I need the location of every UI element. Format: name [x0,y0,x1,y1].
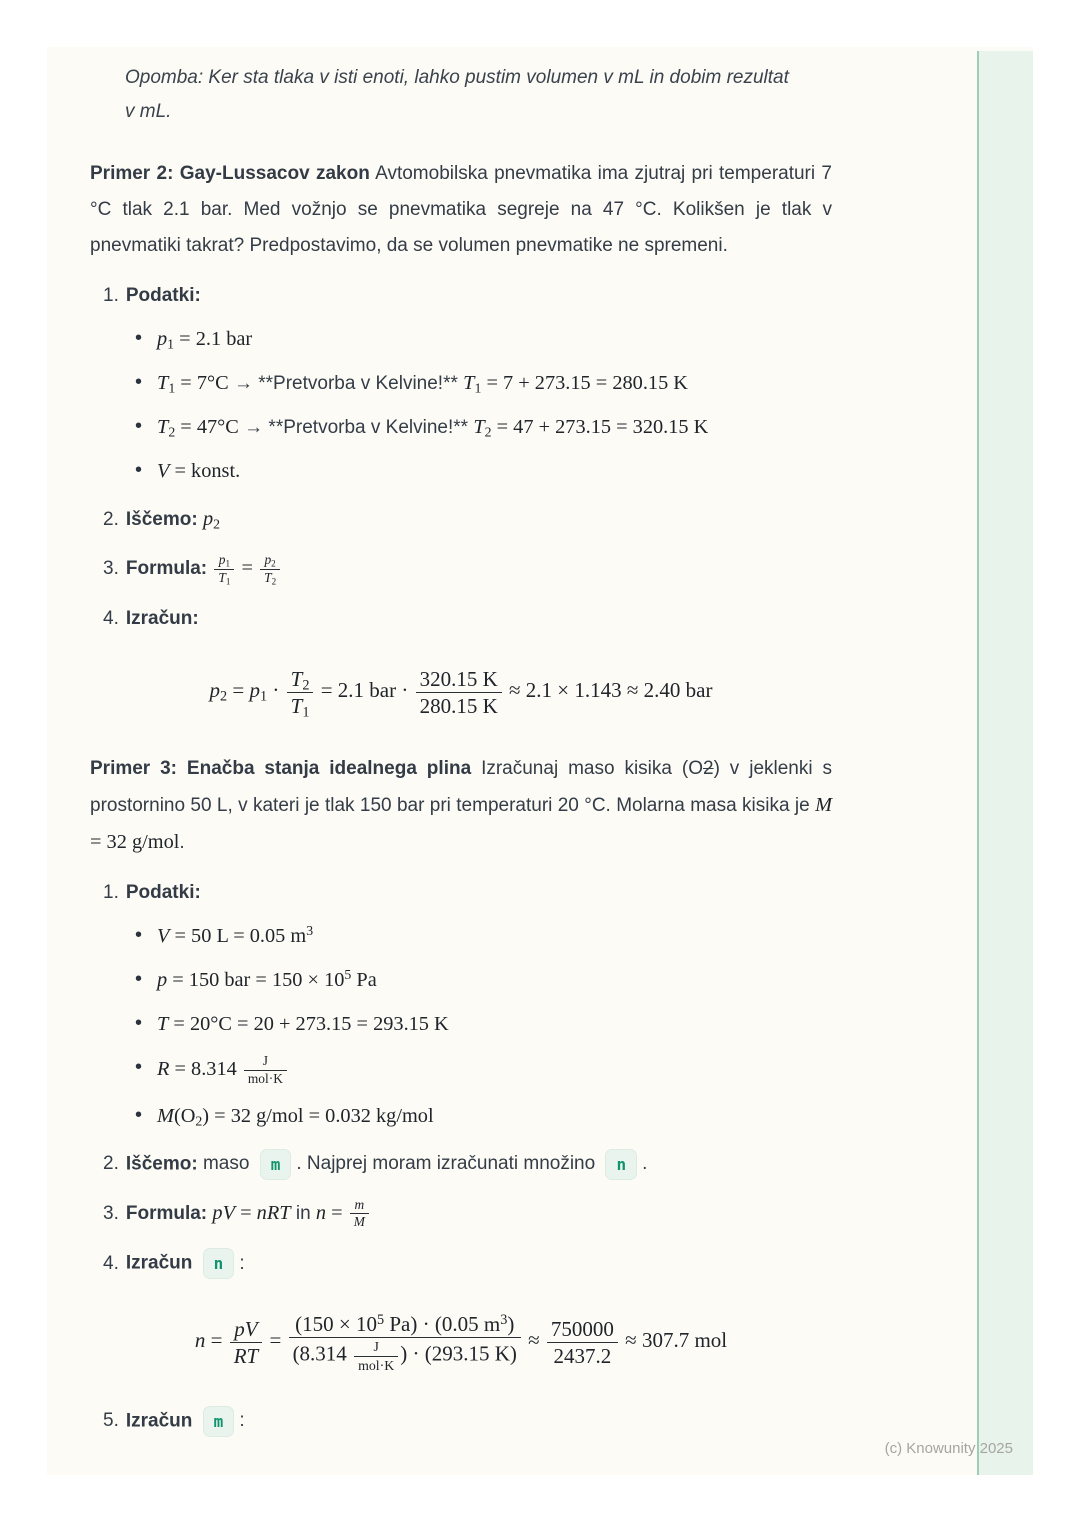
step-izracun-m [90,1406,832,1437]
list-item: • V = 50 L = 0.05 $m^3$ [135,921,832,952]
step-label: Iščemo: [125,1153,198,1175]
step-number: 4. [103,607,119,629]
step-text: maso m . Najprej moram izračunati množino n . [198,1153,648,1174]
primer2-steps [90,281,832,634]
step-text: $p_2$ [202,508,221,532]
step-label: Izračun: [125,607,199,629]
step-label: Podatki: [125,882,201,904]
step-izracun-n [90,1248,832,1279]
page-content [90,47,832,1437]
podatki-list [90,324,832,487]
step-label: Formula: [125,557,208,579]
list-item: • p = 150 bar = $150 \times 10^5$ Pa [135,965,832,996]
step-label: Podatki: [125,285,201,306]
step-text: $\frac{p_1}{T_1}$ = $\frac{p_2}{T_2}$ [207,558,282,579]
list-item: • $p_1 = 2.1$ bar [135,324,832,355]
step-text: n : [192,1253,244,1274]
note-paragraph: Opomba: Ker sta tlaka v isti enoti, lahko pustim volumen v mL in dobim rezultat v mL. [125,67,789,122]
inline-code-chip: m [260,1149,292,1180]
step-label: Izračun [125,1410,193,1432]
inline-code-chip: m [203,1406,235,1437]
step-label: Iščemo: [125,509,198,530]
step-number: 1. [103,285,119,306]
primer3-equation: n = $\frac{pV}{RT}$ = ($150 \times 10^5$ Pa) · (0.05 $m^3$) (8.314 $\frac{J}{\text{mol·K}}$ ) · (293.15 K) ≈ $\frac{750000}{2437.2}$ ≈ 307.7 mol [194,1311,728,1373]
step-text: pV = nRT in n = $\frac{m}{M}$ [207,1203,371,1224]
step-text: m : [192,1410,244,1431]
step-number: 2. [103,1153,119,1175]
primer2-paragraph: Primer 2: Gay-Lussacov zakon Avtomobilska pnevmatika ima zjutraj pri temperaturi 7 °C tlak 2.1 bar. Med vožnjo se pnevmatika segreje na 47 °C. Kolikšen je tlak v pnevmatiki takrat? Predpostavimo, da se volumen pnevmatike ne spremeni. [90,163,833,256]
step-label: Izračun [125,1252,193,1274]
step-izracun [90,604,832,634]
step-number: 3. [103,557,119,579]
step-label: Formula: [125,1202,208,1224]
list-item: • T = 20°C = 20 + 273.15 = 293.15 K [135,1009,832,1040]
step-number: 2. [103,509,119,530]
primer3-steps [90,878,832,1279]
list-item: • $M(O_2) = 32$ g/mol = 0.032 kg/mol [135,1101,832,1132]
primer2-equation: $p_2 = p_1$ · $\frac{T_2}{T_1}$ = 2.1 bar · $\frac{320.15 K}{280.15 K}$ ≈ 2.1 × 1.143 ≈ 2.40 bar [209,666,713,721]
step-number: 5. [103,1410,119,1432]
step-number: 3. [103,1202,119,1224]
list-item: • R = 8.314 $\frac{J}{\text{mol·K}}$ [135,1053,832,1088]
list-item: • V = konst. [135,456,832,487]
step-podatki [90,878,832,908]
step-number: 1. [103,882,119,904]
step-formula [90,552,832,587]
copyright-footer: (c) Knowunity 2025 [884,1440,1013,1457]
step-formula [90,1197,832,1232]
step-podatki [90,281,832,311]
step-iscemo [90,1149,832,1180]
step-number: 4. [103,1252,119,1274]
podatki-list [90,921,832,1132]
inline-code-chip: n [605,1149,637,1180]
list-item: • $T_1 = 7^\circ C$ → **Pretvorba v Kelvine!** $T_1 = 7 + 273.15 = 280.15$ K [135,368,832,399]
inline-code-chip: n [203,1248,235,1279]
right-margin-stripe [977,51,1033,1475]
list-item: • $T_2 = 47^\circ C$ → **Pretvorba v Kelvine!** $T_2 = 47 + 273.15 = 320.15$ K [135,412,832,443]
step-iscemo [90,504,832,535]
primer3-paragraph: Primer 3: Enačba stanja idealnega plina Izračunaj maso kisika (O2) v jeklenki s prostornino 50 L, v kateri je tlak 150 bar pri temperaturi 20 °C. Molarna masa kisika je M = 32 g/mol. [90,758,832,854]
document-page [47,47,1033,1475]
